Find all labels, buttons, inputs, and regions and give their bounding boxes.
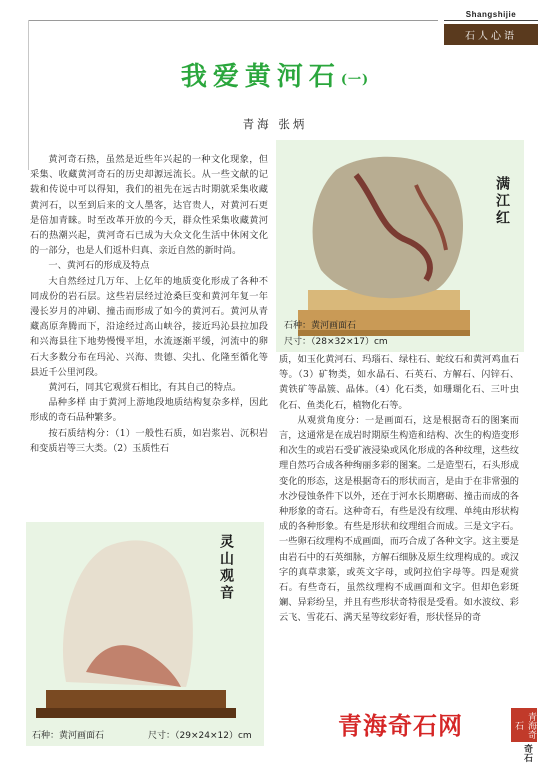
paragraph: 黄河石，同其它观赏石相比，有其自己的特点。 bbox=[48, 382, 242, 394]
section-heading: 一、黄河石的形成及特点 bbox=[48, 260, 150, 272]
paragraph: 大自然经过几万年、上亿年的地质变化形成了各种不同成份的岩石层。这些岩层经过沧桑巨变和黄河年复一年漫长岁月的冲刷、撞击而形成了如今的黄河石。黄河从青藏高原奔腾而下，沿途经过高山峡谷，接近玛沁县拉加段和兴海县往下地势慢慢平坦，水流逐渐平缓，河流中的卵石大多数分布在玛沁、兴海、贵德、尖扎、化隆至循化等县近千公里河段。 bbox=[30, 275, 268, 378]
title-part: (一) bbox=[340, 72, 370, 88]
stone-photo-2 bbox=[26, 522, 264, 746]
paragraph: 按石质结构分：（1）一般性石质，如岩浆岩、沉积岩和变质岩等三大类。（2）玉质性石 bbox=[30, 427, 268, 454]
left-rule bbox=[28, 20, 29, 170]
paragraph: 质，如玉化黄河石、玛瑙石、绿柱石、蛇纹石和黄河鸡血石等。（3）矿物类，如水晶石、石英石、方解石、闪锌石、黄铁矿等晶簇、晶体。（4）化石类，如珊瑚化石、三叶虫化石、鱼类化石，植物化石等。 bbox=[279, 354, 519, 411]
stone-photo-1 bbox=[276, 140, 524, 352]
paragraph: 黄河奇石热，虽然是近些年兴起的一种文化现象，但采集、收藏黄河奇石的历史却源远流长。从一些文献的记载和传说中可以得知，我们的祖先在远古时期就采集收藏黄河石，以至到后来的文人墨客，达官贵人，对黄河石更是倍加青睐。时至改革开放的今天，群众性采集收藏黄河石的热潮兴起，黄河奇石已成为大众文化生活中休闲文化的一部分，也是人们返朴归真、亲近自然的新时尚。 bbox=[30, 154, 268, 257]
stone-name-2: 灵山观音 bbox=[218, 534, 234, 602]
left-column bbox=[30, 152, 268, 456]
right-column bbox=[279, 352, 519, 626]
seal-stamp: 青海奇石 bbox=[511, 708, 537, 742]
paragraph: 从观赏角度分：一是画面石，这是根据奇石的图案而言，这通常是在成岩时期原生构造和结构、次生的构造变形和次生的或岩石受矿液浸染或风化形成的各种纹理，这些纹理自然巧合成各种绚丽多彩的图案。二是造型石，石头形成变化的形态，这是根据奇石的形状而言，是由于在非常强的水沙侵蚀条件下以外，还在于河水长期磨砺、撞击而成的各种形象的奇石。这种奇石，有些是没有纹理、单纯由形状构成的各种形象。有些是形状和纹理组合而成。三是文字石。一些卵石纹理构不成画面，而巧合成了各种文字。这主要是由岩石中的石英细脉，方解石细脉及原生纹理构成的。或汉字的真草隶篆，或英文字母，或阿拉伯字母等。四是观赏石。有些奇石，虽然纹理构不成画面和文字。但却色彩斑斓、异彩纷呈，并且有些形状奇特很是受看。如水波纹、彩云飞、雪花石、满天星等纹彩好看，形状怪异的奇 bbox=[279, 414, 519, 624]
brand-en: Shangshijie bbox=[444, 10, 538, 21]
stone-size-2: 尺寸：（29×24×12）cm bbox=[148, 731, 252, 741]
stone-type-2: 石种：黄河画面石 bbox=[32, 731, 105, 741]
stone-type-1: 石种：黄河画面石 bbox=[284, 321, 357, 331]
title-main: 我爱黄河石 bbox=[180, 62, 341, 92]
paragraph: 品种多样 由于黄河上游地段地质结构复杂多样，因此形成的奇石品种繁多。 bbox=[30, 397, 268, 424]
author-line: 青海 张炳 bbox=[242, 117, 308, 131]
stone-name-1: 满江红 bbox=[494, 176, 510, 227]
section-label: 石人心语 bbox=[444, 24, 538, 45]
article-title bbox=[0, 56, 550, 93]
site-logo: 青海奇石网 bbox=[338, 711, 463, 740]
page-marker: 奇石 bbox=[523, 744, 533, 762]
top-rule bbox=[28, 20, 438, 21]
stone-size-1: 尺寸：（28×32×17）cm bbox=[284, 337, 388, 347]
column-brand bbox=[444, 10, 538, 45]
